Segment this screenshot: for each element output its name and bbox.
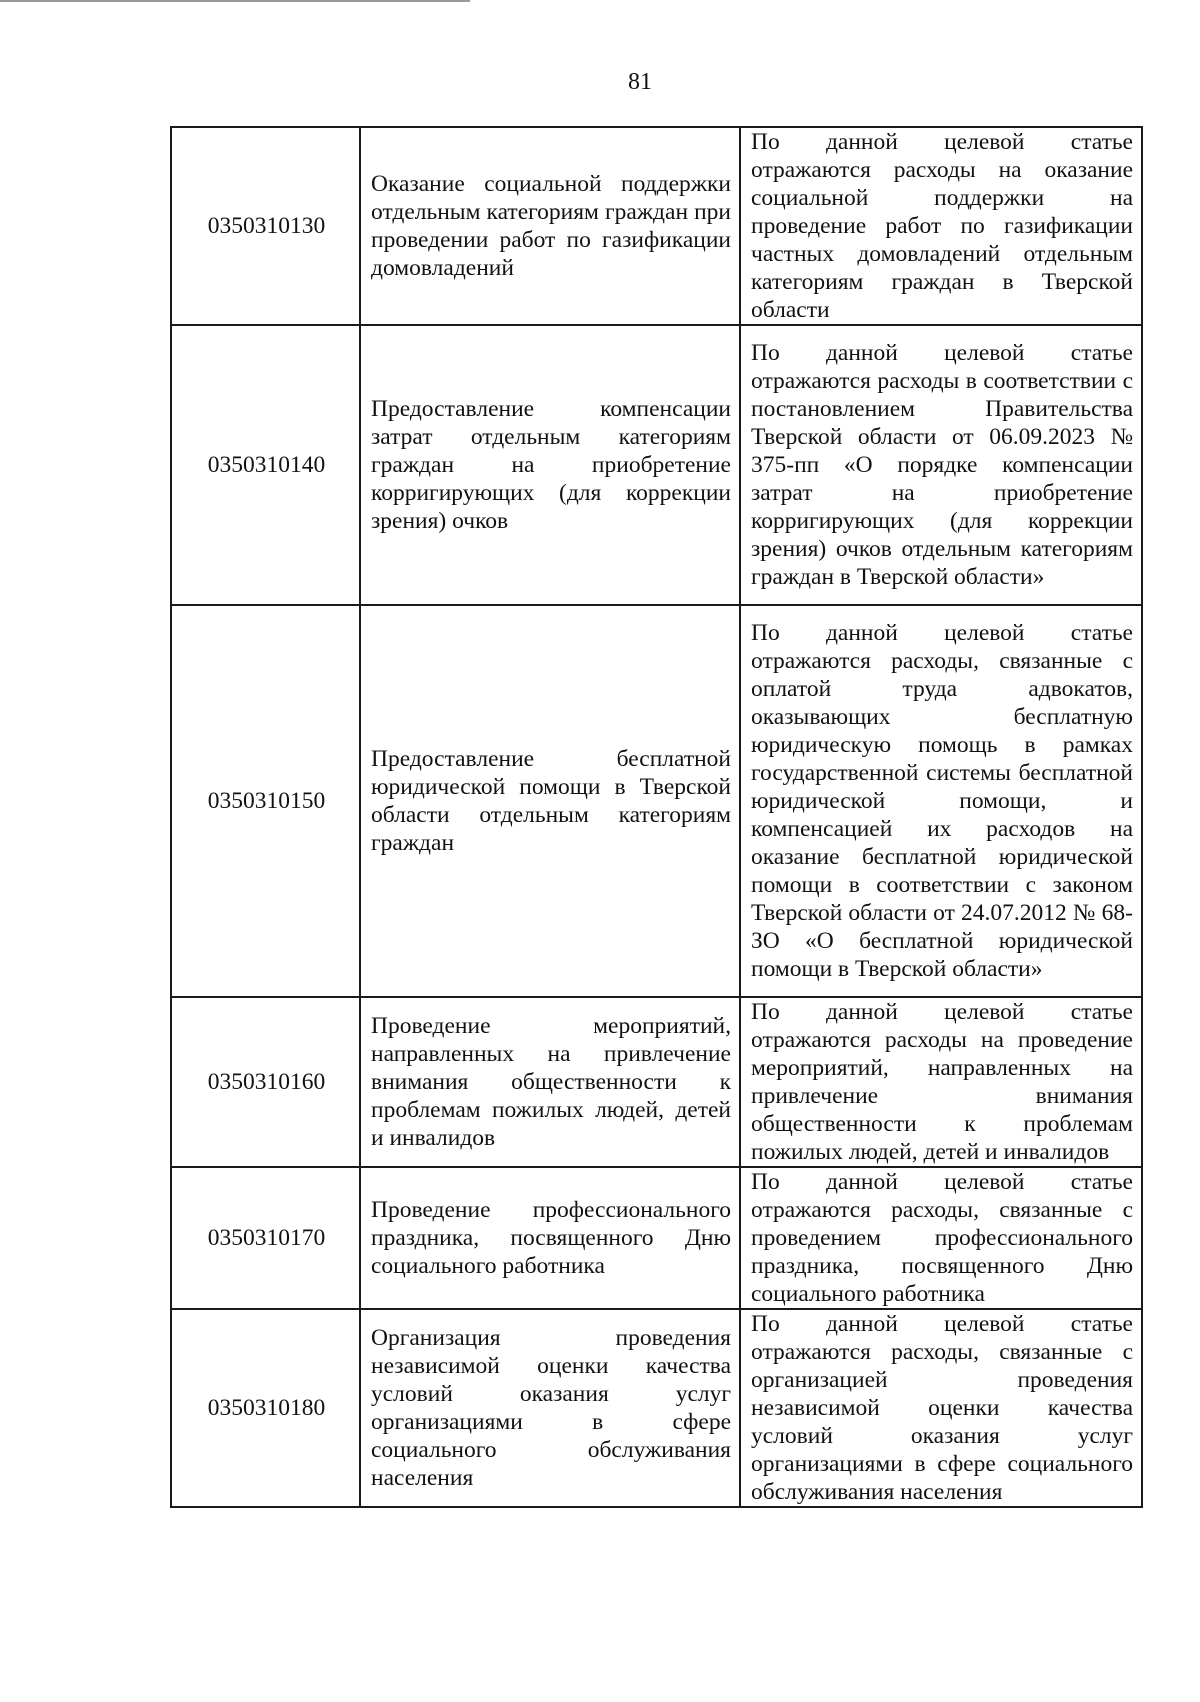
scan-edge-line <box>0 0 470 2</box>
target-article-code: 0350310140 <box>171 325 360 605</box>
target-article-name: Предоставление компенсации затрат отдельным категориям граждан на приобретение корригирующих (для коррекции зрения) очков <box>360 325 740 605</box>
target-article-description: По данной целевой статье отражаются расходы на оказание социальной поддержки на проведение работ по газификации частных домовладений отдельным категориям граждан в Тверской области <box>740 127 1142 325</box>
target-article-name: Оказание социальной поддержки отдельным категориям граждан при проведении работ по газификации домовладений <box>360 127 740 325</box>
target-article-name: Организация проведения независимой оценки качества условий оказания услуг организациями в сфере социального обслуживания населения <box>360 1309 740 1507</box>
target-article-code: 0350310180 <box>171 1309 360 1507</box>
table-row <box>171 1309 1142 1507</box>
target-article-description: По данной целевой статье отражаются расходы, связанные с проведением профессионального праздника, посвященного Дню социального работника <box>740 1167 1142 1309</box>
target-article-name: Предоставление бесплатной юридической помощи в Тверской области отдельным категориям граждан <box>360 605 740 997</box>
target-article-description: По данной целевой статье отражаются расходы, связанные с организацией проведения независимой оценки качества условий оказания услуг организациями в сфере социального обслуживания населения <box>740 1309 1142 1507</box>
target-article-code: 0350310150 <box>171 605 360 997</box>
target-article-name: Проведение профессионального праздника, посвященного Дню социального работника <box>360 1167 740 1309</box>
target-article-code: 0350310130 <box>171 127 360 325</box>
target-article-description: По данной целевой статье отражаются расходы, связанные с оплатой труда адвокатов, оказывающих бесплатную юридическую помощь в рамках государственной системы бесплатной юридической помощи, и компенсацией их расходов на оказание бесплатной юридической помощи в соответствии с законом Тверской области от 24.07.2012 № 68-ЗО «О бесплатной юридической помощи в Тверской области» <box>740 605 1142 997</box>
table-row <box>171 1167 1142 1309</box>
page-number: 81 <box>628 69 652 95</box>
target-article-description: По данной целевой статье отражаются расходы в соответствии с постановлением Правительства Тверской области от 06.09.2023 № 375-пп «О порядке компенсации затрат на приобретение корригирующих (для коррекции зрения) очков отдельным категориям граждан в Тверской области» <box>740 325 1142 605</box>
table-row <box>171 127 1142 325</box>
target-article-description: По данной целевой статье отражаются расходы на проведение мероприятий, направленных на привлечение внимания общественности к проблемам пожилых людей, детей и инвалидов <box>740 997 1142 1167</box>
table-row <box>171 997 1142 1167</box>
target-article-name: Проведение мероприятий, направленных на привлечение внимания общественности к проблемам пожилых людей, детей и инвалидов <box>360 997 740 1167</box>
table-row <box>171 325 1142 605</box>
budget-classification-table <box>170 126 1143 1508</box>
table-row <box>171 605 1142 997</box>
target-article-code: 0350310160 <box>171 997 360 1167</box>
target-article-code: 0350310170 <box>171 1167 360 1309</box>
